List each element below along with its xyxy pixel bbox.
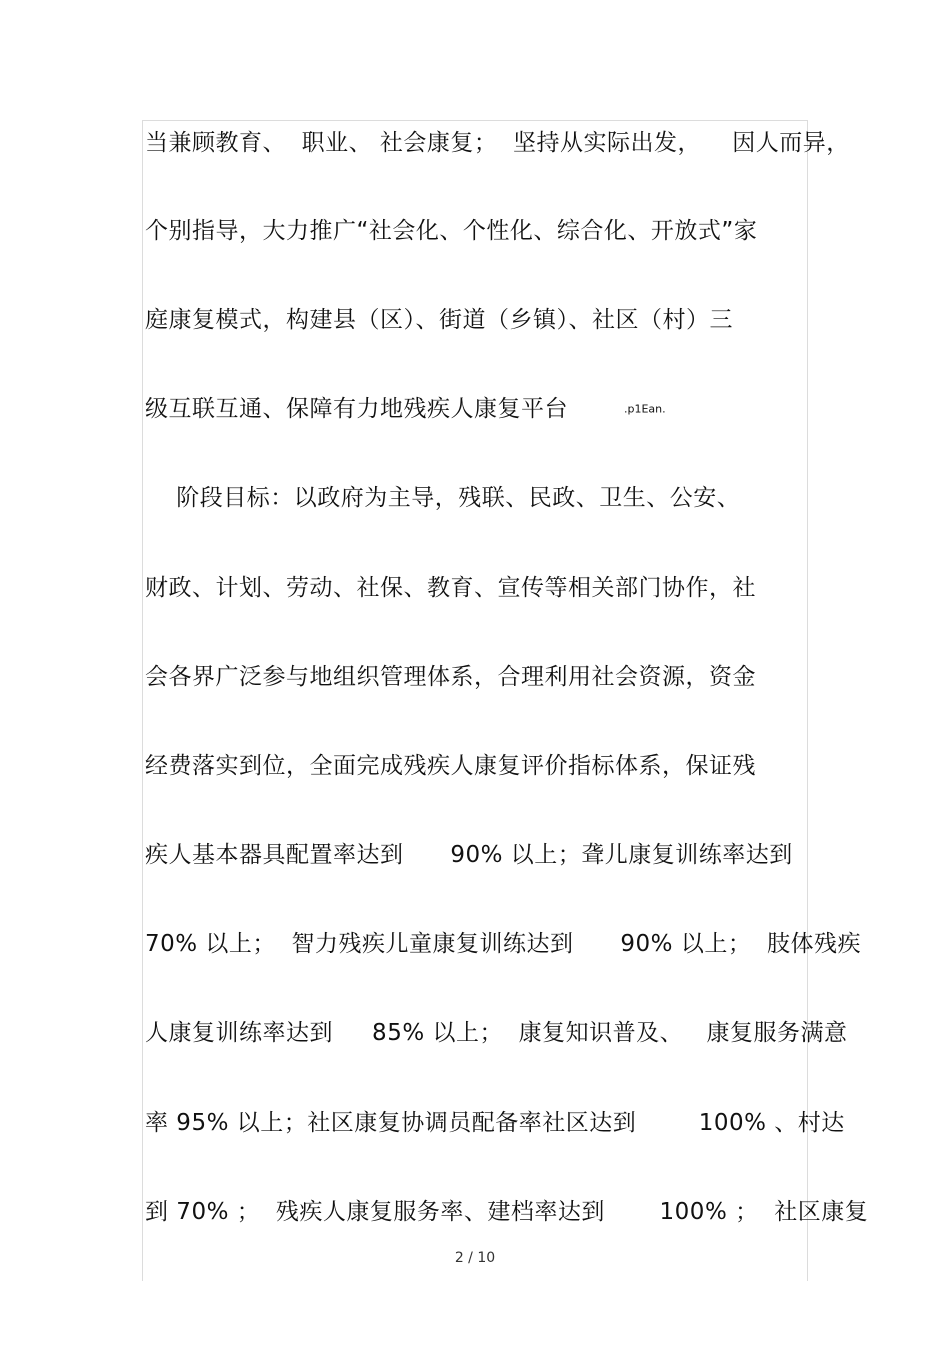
text-line-4-tag: .p1Ean. <box>624 402 666 416</box>
text-line-3: 庭康复模式，构建县（区）、街道（乡镇）、社区（村）三 <box>145 307 733 333</box>
text-line-11: 人康复训练率达到 85% 以上； 康复知识普及、 康复服务满意 <box>145 1020 848 1046</box>
text-line-1: 当兼顾教育、 职业、 社会康复； 坚持从实际出发， 因人而异， <box>145 130 850 156</box>
page-number: 2 / 10 <box>454 1250 496 1266</box>
page-frame <box>142 120 808 1281</box>
text-line-2: 个别指导，大力推广“社会化、个性化、综合化、开放式”家 <box>145 218 758 244</box>
text-line-12: 率 95% 以上；社区康复协调员配备率社区达到 100% 、村达 <box>145 1110 845 1136</box>
text-line-5: 阶段目标：以政府为主导，残联、民政、卫生、公安、 <box>145 485 741 511</box>
text-line-7: 会各界广泛参与地组织管理体系，合理利用社会资源，资金 <box>145 664 756 690</box>
text-line-4 <box>145 394 666 425</box>
text-line-4-body: 级互联互通、保障有力地残疾人康复平台 <box>145 396 568 422</box>
text-line-9: 疾人基本器具配置率达到 90% 以上；聋儿康复训练率达到 <box>145 842 793 868</box>
text-line-6: 财政、计划、劳动、社保、教育、宣传等相关部门协作，社 <box>145 575 756 601</box>
text-line-13: 到 70% ； 残疾人康复服务率、建档率达到 100% ； 社区康复 <box>145 1199 869 1225</box>
text-line-8: 经费落实到位，全面完成残疾人康复评价指标体系，保证残 <box>145 753 756 779</box>
text-line-10: 70% 以上； 智力残疾儿童康复训练达到 90% 以上； 肢体残疾 <box>145 931 861 957</box>
